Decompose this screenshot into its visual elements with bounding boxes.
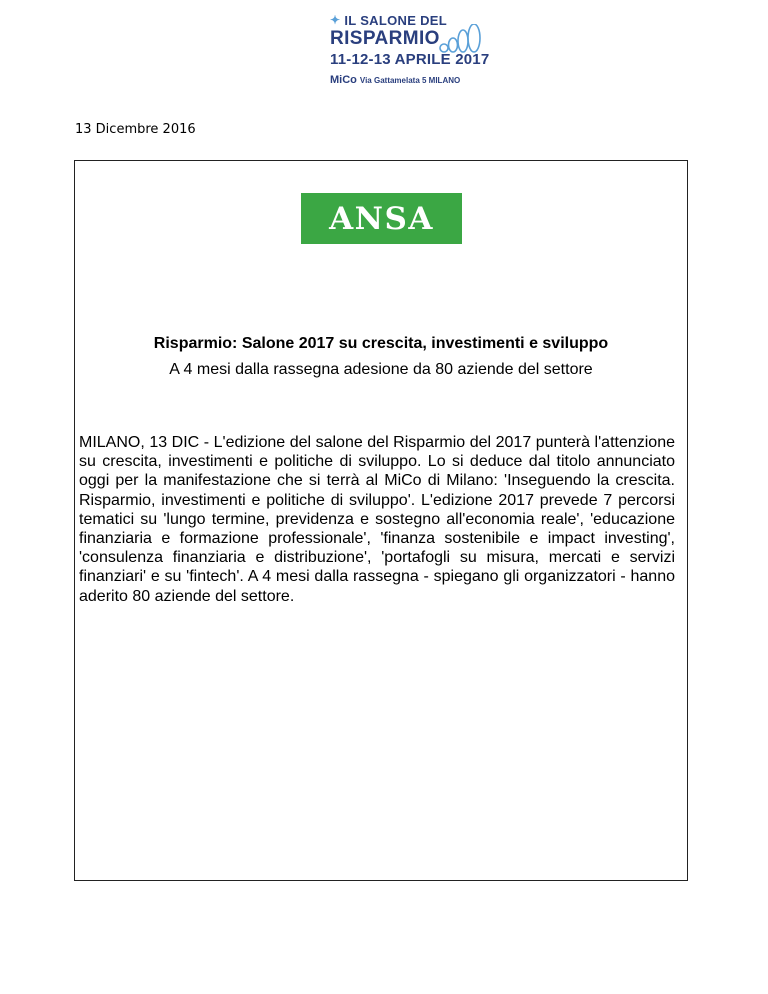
document-date: 13 Dicembre 2016 [75,122,196,137]
event-logo-venue: MiCo Via Gattamelata 5 MILANO [330,74,461,86]
event-logo-line2: RISPARMIO [330,28,440,49]
ansa-logo: ANSA [301,193,462,244]
star-icon: ✦ [330,13,341,27]
event-logo-dates: 11-12-13 APRILE 2017 [330,51,490,68]
people-icon [438,24,486,54]
event-logo-line1: ✦ IL SALONE DEL [330,12,447,28]
article-body: MILANO, 13 DIC - L'edizione del salone del Risparmio del 2017 punterà l'attenzione su crescita, investimenti e politiche di sviluppo. Lo si deduce dal titolo annunciato oggi per la manifestazione che si terrà al MiCo di Milano: 'Inseguendo la crescita. Risparmio, investimenti e politiche di sviluppo'. L'edizione 2017 prevede 7 percorsi tematici su 'lungo termine, previdenza e sostegno all'economia reale', 'educazione finanziaria e formazione professionale', 'finanza sostenibile e impact investing', 'consulenza finanziaria e distribuzione', 'portafogli su misura, mercati e servizi finanziari' e su 'fintech'. A 4 mesi dalla rassegna - spiegano gli organizzatori - hanno aderito 80 aziende del settore. [79,434,675,605]
article-subheadline: A 4 mesi dalla rassegna adesione da 80 aziende del settore [169,361,593,378]
event-logo [326,12,490,90]
article-headline: Risparmio: Salone 2017 su crescita, investimenti e sviluppo [153,335,609,352]
article-frame [74,160,688,881]
